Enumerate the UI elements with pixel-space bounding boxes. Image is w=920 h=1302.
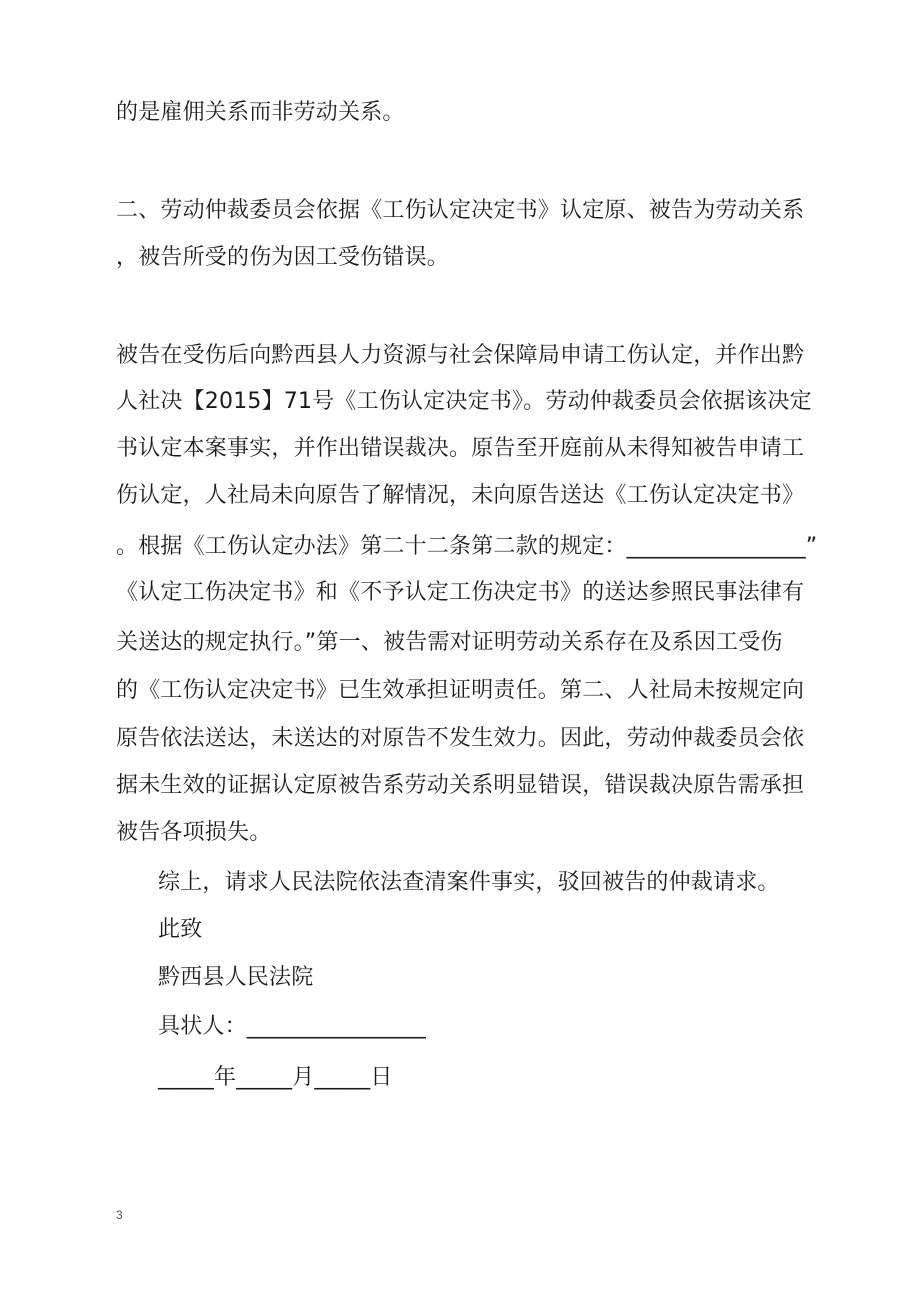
paragraph-line: 《认定工伤决定书》和《不予认定工伤决定书》的送达参照民事法律有 [116, 580, 805, 605]
paragraph-line: 书认定本案事实，并作出错误裁决。原告至开庭前从未得知被告申请工 [116, 436, 805, 461]
paragraph-line: 。根据《工伤认定办法》第二十二条第二款的规定：________________” [116, 534, 818, 559]
salutation-line: 此致 [158, 917, 203, 942]
paragraph-line: 据未生效的证据认定原被告系劳动关系明显错误，错误裁决原告需承担 [116, 773, 805, 798]
paragraph-line: 伤认定，人社局未向原告了解情况，未向原告送达《工伤认定决定书》 [116, 483, 805, 508]
paragraph-line: 原告依法送达，未送达的对原告不发生效力。因此，劳动仲裁委员会依 [116, 726, 805, 751]
court-name-line: 黔西县人民法院 [158, 965, 314, 990]
heading-two-line-2: ，被告所受的伤为因工受伤错误。 [116, 245, 450, 270]
heading-two-line-1: 二、劳动仲裁委员会依据《工伤认定决定书》认定原、被告为劳动关系 [116, 198, 805, 223]
paragraph-line: 被告在受伤后向黔西县人力资源与社会保障局申请工伤认定，并作出黔 [116, 343, 805, 368]
signer-line: 具状人：________________ [158, 1014, 427, 1039]
intro-tail-line: 的是雇佣关系而非劳动关系。 [116, 100, 405, 125]
paragraph-line: 关送达的规定执行。”第一、被告需对证明劳动关系存在及系因工受伤 [116, 630, 783, 655]
date-line: _____年_____月_____日 [158, 1065, 393, 1090]
paragraph-line: 被告各项损失。 [116, 820, 272, 845]
paragraph-line: 人社决【2015】71号《工伤认定决定书》。劳动仲裁委员会依据该决定 [116, 389, 812, 414]
conclusion-line: 综上，请求人民法院依法查清案件事实，驳回被告的仲裁请求。 [158, 870, 780, 895]
page-number: 3 [116, 1208, 123, 1222]
paragraph-line: 的《工伤认定决定书》已生效承担证明责任。第二、人社局未按规定向 [116, 678, 805, 703]
